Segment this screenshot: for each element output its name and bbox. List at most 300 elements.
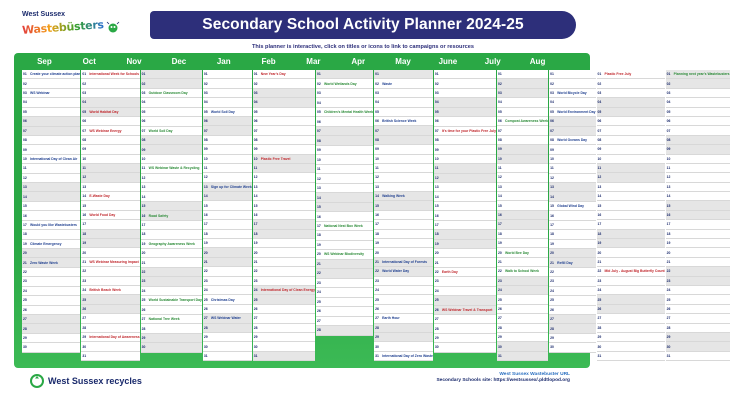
day-number: 12 bbox=[141, 175, 146, 180]
day-row bbox=[253, 173, 315, 182]
event-link[interactable]: International Day of Awareness bbox=[89, 335, 140, 340]
day-number: 30 bbox=[82, 344, 87, 349]
month-header: Mar bbox=[306, 57, 321, 66]
day-row bbox=[597, 126, 665, 135]
day-row bbox=[253, 201, 315, 210]
day-number: 28 bbox=[666, 325, 671, 330]
day-number: 27 bbox=[253, 316, 258, 321]
day-number: 25 bbox=[203, 297, 208, 302]
day-number: 25 bbox=[597, 297, 602, 302]
month-column bbox=[434, 70, 496, 361]
day-number: 24 bbox=[666, 288, 671, 293]
event-link[interactable]: Walking Week bbox=[382, 194, 405, 199]
day-row bbox=[316, 146, 373, 155]
day-number: 16 bbox=[375, 213, 379, 218]
day-row bbox=[316, 317, 373, 326]
day-number: 20 bbox=[375, 250, 379, 255]
day-row bbox=[434, 127, 496, 136]
day-row bbox=[374, 342, 433, 351]
day-row bbox=[666, 126, 730, 135]
day-row bbox=[497, 70, 548, 79]
day-row bbox=[549, 221, 595, 230]
day-number: 21 bbox=[82, 260, 87, 264]
event-link[interactable]: It's time for your Plastic Free July bbox=[441, 128, 497, 133]
day-number: 01 bbox=[23, 72, 27, 77]
day-number: 27 bbox=[597, 316, 602, 321]
day-number: 18 bbox=[498, 231, 502, 236]
day-number: 05 bbox=[498, 109, 502, 114]
month-column bbox=[141, 70, 202, 361]
day-number: 27 bbox=[141, 317, 146, 322]
day-row bbox=[549, 89, 595, 98]
day-row bbox=[22, 268, 80, 277]
day-row bbox=[141, 79, 202, 88]
event-link[interactable]: WS Webinar Waste & Recycling bbox=[148, 166, 200, 171]
event-link[interactable]: WS Webinar bbox=[30, 91, 50, 96]
day-number: 16 bbox=[498, 213, 502, 218]
day-row bbox=[666, 201, 730, 210]
day-row bbox=[253, 145, 315, 154]
day-number: 19 bbox=[23, 241, 27, 246]
event-link[interactable]: National Tree Week bbox=[148, 317, 180, 322]
event-link[interactable]: WS Webinar Travel & Transport bbox=[441, 307, 493, 312]
day-row bbox=[316, 89, 373, 98]
day-row bbox=[81, 183, 139, 192]
day-row bbox=[203, 192, 252, 201]
event-link[interactable]: World Bee Day bbox=[505, 250, 529, 255]
day-row bbox=[666, 89, 730, 98]
day-number: 17 bbox=[375, 222, 379, 227]
day-row bbox=[549, 258, 595, 267]
day-row bbox=[81, 333, 139, 342]
day-number: 15 bbox=[666, 203, 671, 208]
day-number: 26 bbox=[498, 306, 502, 311]
event-link[interactable]: International Day of Clean Air bbox=[30, 157, 78, 161]
event-link[interactable]: Road Safety bbox=[148, 213, 169, 218]
day-row bbox=[549, 306, 595, 315]
event-link[interactable]: World Soil Day bbox=[210, 109, 235, 114]
event-link[interactable]: Walk to School Week bbox=[505, 269, 539, 274]
event-link[interactable]: Christmas Day bbox=[210, 297, 235, 302]
event-link[interactable]: Earth Hour bbox=[382, 316, 400, 321]
event-link[interactable]: Refill Day bbox=[557, 260, 573, 265]
day-number: 16 bbox=[550, 213, 554, 218]
day-number: 03 bbox=[498, 90, 502, 95]
day-number: 04 bbox=[82, 100, 87, 105]
event-link[interactable]: WS Webinar Energy bbox=[89, 128, 122, 133]
day-number: 09 bbox=[550, 147, 554, 152]
day-number: 21 bbox=[23, 260, 27, 265]
event-link[interactable]: World Bicycle Day bbox=[557, 91, 587, 96]
day-row bbox=[374, 211, 433, 220]
month-column bbox=[666, 70, 730, 361]
day-row bbox=[203, 352, 252, 361]
day-row bbox=[203, 277, 252, 286]
day-number: 12 bbox=[666, 175, 671, 180]
event-link[interactable]: Waste bbox=[382, 81, 393, 86]
day-number: 03 bbox=[375, 90, 379, 95]
day-number: 05 bbox=[434, 109, 439, 114]
day-number: 08 bbox=[666, 137, 671, 142]
day-number: 08 bbox=[23, 138, 27, 143]
day-row bbox=[597, 324, 665, 333]
day-number: 22 bbox=[316, 271, 321, 276]
day-row bbox=[597, 145, 665, 154]
day-row bbox=[316, 269, 373, 278]
day-row bbox=[141, 89, 202, 98]
day-row bbox=[81, 277, 139, 286]
day-number: 13 bbox=[253, 184, 258, 189]
day-row bbox=[253, 305, 315, 314]
event-link[interactable]: International Day of Zero Waste bbox=[382, 353, 433, 358]
day-row bbox=[597, 192, 665, 201]
month-header-row bbox=[22, 55, 560, 69]
day-number: 05 bbox=[375, 109, 379, 114]
day-row bbox=[497, 286, 548, 295]
day-number: 30 bbox=[203, 344, 208, 349]
day-row bbox=[141, 136, 202, 145]
day-row bbox=[374, 230, 433, 239]
day-number: 16 bbox=[82, 213, 87, 218]
day-number: 04 bbox=[434, 100, 439, 105]
day-number: 26 bbox=[434, 307, 439, 312]
day-number: 29 bbox=[550, 336, 554, 341]
day-number: 03 bbox=[203, 90, 208, 95]
day-row bbox=[434, 89, 496, 98]
day-number: 28 bbox=[550, 326, 554, 331]
day-row bbox=[203, 248, 252, 257]
day-number: 13 bbox=[550, 185, 554, 190]
day-number: 22 bbox=[253, 269, 258, 274]
day-row bbox=[81, 258, 139, 267]
day-number: 18 bbox=[141, 232, 146, 237]
day-row bbox=[666, 108, 730, 117]
event-link[interactable]: WS Webinar Biodiversity bbox=[323, 252, 365, 257]
day-row bbox=[253, 314, 315, 323]
event-link[interactable]: Create your climate action plan bbox=[30, 72, 81, 77]
event-link[interactable]: British Beach Week bbox=[89, 288, 121, 293]
day-row bbox=[203, 258, 252, 267]
day-number: 18 bbox=[375, 231, 379, 236]
day-row bbox=[141, 240, 202, 249]
day-row bbox=[141, 164, 202, 173]
day-row bbox=[141, 145, 202, 154]
day-number: 03 bbox=[23, 91, 27, 96]
day-number: 15 bbox=[141, 204, 146, 209]
event-link[interactable]: WS Webinar Measuring Impact bbox=[89, 260, 139, 264]
event-link[interactable]: Compost Awareness Week bbox=[505, 119, 549, 124]
day-number: 05 bbox=[316, 110, 321, 115]
day-number: 26 bbox=[82, 306, 87, 311]
event-link[interactable]: Geography Awareness Week bbox=[148, 241, 195, 246]
day-row bbox=[434, 287, 496, 296]
day-row bbox=[203, 98, 252, 107]
event-link[interactable]: Zero Waste Week bbox=[30, 260, 58, 265]
footer-brand-block[interactable] bbox=[30, 374, 142, 388]
day-row bbox=[434, 324, 496, 333]
event-link[interactable]: World Environment Day bbox=[557, 109, 596, 114]
day-number: 17 bbox=[597, 222, 602, 227]
day-row bbox=[666, 295, 730, 304]
day-row bbox=[549, 108, 595, 117]
day-row bbox=[81, 136, 139, 145]
day-row bbox=[549, 117, 595, 126]
day-number: 04 bbox=[203, 100, 208, 105]
day-row bbox=[316, 203, 373, 212]
day-number: 03 bbox=[434, 91, 439, 96]
day-number: 10 bbox=[141, 157, 146, 161]
day-row bbox=[141, 277, 202, 286]
day-number: 03 bbox=[666, 90, 671, 95]
day-number: 17 bbox=[666, 222, 671, 227]
wastebuster-url-link[interactable]: West Sussex Wastebuster URL bbox=[499, 372, 570, 377]
day-number: 09 bbox=[82, 147, 87, 152]
event-link[interactable]: World Sustainable Transport Day bbox=[148, 298, 202, 303]
day-row bbox=[666, 192, 730, 201]
day-number: 12 bbox=[550, 175, 554, 180]
day-number: 05 bbox=[253, 109, 258, 114]
day-row bbox=[666, 324, 730, 333]
day-row bbox=[374, 70, 433, 79]
day-number: 30 bbox=[375, 344, 379, 349]
day-row bbox=[597, 352, 665, 361]
day-row bbox=[81, 79, 139, 88]
event-link[interactable]: National Nest Box Week bbox=[323, 223, 363, 228]
day-number: 10 bbox=[316, 157, 321, 162]
day-number: 17 bbox=[550, 222, 554, 227]
day-row bbox=[141, 287, 202, 296]
day-row bbox=[253, 352, 315, 361]
day-row bbox=[597, 333, 665, 342]
day-row bbox=[497, 126, 548, 135]
day-number: 15 bbox=[434, 204, 439, 209]
day-row bbox=[597, 89, 665, 98]
event-link[interactable]: Outdoor Classroom Day bbox=[148, 91, 188, 96]
event-link[interactable]: Children's Mental Health Week bbox=[323, 110, 374, 115]
day-number: 05 bbox=[141, 109, 146, 114]
day-number: 04 bbox=[666, 100, 671, 105]
day-number: 18 bbox=[23, 232, 27, 237]
day-number: 27 bbox=[316, 318, 321, 323]
day-row bbox=[549, 249, 595, 258]
brand-block[interactable] bbox=[21, 11, 120, 37]
day-number: 07 bbox=[597, 128, 602, 133]
day-number: 13 bbox=[597, 184, 602, 189]
day-number: 22 bbox=[203, 269, 208, 274]
day-row bbox=[22, 334, 80, 343]
day-row bbox=[141, 249, 202, 258]
event-link[interactable]: World Oceans Day bbox=[557, 138, 588, 143]
day-number: 27 bbox=[434, 317, 439, 322]
day-number: 23 bbox=[203, 278, 208, 283]
day-number: 28 bbox=[375, 325, 379, 330]
day-row bbox=[253, 164, 315, 173]
day-row bbox=[497, 108, 548, 117]
day-row bbox=[497, 258, 548, 267]
day-row bbox=[497, 352, 548, 361]
day-row bbox=[141, 221, 202, 230]
day-row bbox=[22, 164, 80, 173]
day-number: 09 bbox=[253, 147, 258, 152]
day-row bbox=[22, 155, 80, 164]
day-number: 06 bbox=[666, 119, 671, 124]
day-number: 31 bbox=[666, 353, 671, 358]
schools-site-link[interactable]: Secondary Schools site: https://westsussex/.pldtlopod.org bbox=[436, 378, 570, 383]
day-number: 09 bbox=[666, 147, 671, 152]
day-row bbox=[22, 287, 80, 296]
event-link[interactable]: World Food Day bbox=[89, 213, 116, 218]
day-row bbox=[81, 89, 139, 98]
month-column bbox=[549, 70, 595, 361]
month-column bbox=[597, 70, 665, 361]
event-link[interactable]: Plastic Free Travel bbox=[260, 156, 291, 161]
day-number: 10 bbox=[434, 157, 439, 161]
day-row bbox=[497, 192, 548, 201]
event-link[interactable]: E-Waste Day bbox=[89, 194, 110, 199]
day-row bbox=[597, 305, 665, 314]
day-row bbox=[666, 258, 730, 267]
day-number: 21 bbox=[203, 260, 208, 264]
logo-wordmark: Wastebüsters bbox=[21, 18, 105, 37]
day-row bbox=[497, 230, 548, 239]
day-row bbox=[374, 277, 433, 286]
day-row bbox=[549, 211, 595, 220]
day-row bbox=[374, 89, 433, 98]
day-number: 21 bbox=[375, 260, 379, 264]
event-link[interactable]: International Day of Clean Energy bbox=[260, 288, 315, 293]
day-row bbox=[316, 174, 373, 183]
event-link[interactable]: World Soil Day bbox=[148, 128, 173, 133]
day-row bbox=[497, 220, 548, 229]
day-row bbox=[549, 155, 595, 164]
wastebusters-logo[interactable] bbox=[21, 18, 120, 37]
day-number: 03 bbox=[141, 91, 146, 96]
day-row bbox=[434, 192, 496, 201]
event-link[interactable]: Mid July - August Big Butterfly Count bbox=[604, 269, 665, 274]
day-row bbox=[253, 267, 315, 276]
day-number: 01 bbox=[498, 72, 502, 77]
event-link[interactable]: Plastic Free July bbox=[604, 72, 632, 77]
day-number: 11 bbox=[141, 166, 146, 171]
day-number: 13 bbox=[498, 184, 502, 189]
event-link[interactable]: British Science Week bbox=[382, 119, 417, 124]
day-row bbox=[81, 248, 139, 257]
day-number: 10 bbox=[666, 156, 671, 161]
event-link[interactable]: International Week for Schools bbox=[89, 72, 139, 77]
day-row bbox=[316, 279, 373, 288]
day-row bbox=[22, 117, 80, 126]
day-number: 05 bbox=[82, 109, 87, 114]
event-link[interactable]: Would you like Wastebusters bbox=[30, 222, 77, 227]
day-row bbox=[497, 164, 548, 173]
day-number: 31 bbox=[253, 353, 258, 358]
day-number: 15 bbox=[550, 204, 554, 209]
day-number: 14 bbox=[316, 195, 321, 200]
day-row bbox=[81, 98, 139, 107]
event-link[interactable]: Global Wind Day bbox=[557, 204, 585, 209]
day-number: 07 bbox=[82, 128, 87, 133]
day-row bbox=[203, 89, 252, 98]
day-row bbox=[374, 324, 433, 333]
day-number: 23 bbox=[666, 278, 671, 283]
day-number: 08 bbox=[434, 138, 439, 143]
day-number: 11 bbox=[253, 166, 258, 171]
day-number: 18 bbox=[253, 231, 258, 236]
day-number: 13 bbox=[316, 186, 321, 191]
bug-mascot-icon bbox=[106, 22, 120, 34]
day-number: 01 bbox=[82, 72, 87, 77]
day-number: 06 bbox=[375, 119, 379, 124]
day-row bbox=[666, 183, 730, 192]
day-row bbox=[316, 136, 373, 145]
event-link[interactable]: World Habitat Day bbox=[89, 109, 119, 114]
day-row bbox=[253, 248, 315, 257]
day-row bbox=[434, 240, 496, 249]
day-number: 03 bbox=[82, 90, 87, 95]
day-row bbox=[253, 98, 315, 107]
day-row bbox=[316, 70, 373, 79]
day-number: 01 bbox=[203, 72, 208, 77]
day-number: 19 bbox=[203, 241, 208, 246]
day-row bbox=[81, 126, 139, 135]
event-link[interactable]: Sign up for Climate Week bbox=[210, 184, 252, 189]
event-link[interactable]: World Water Day bbox=[382, 269, 410, 274]
day-row bbox=[666, 239, 730, 248]
day-row bbox=[666, 248, 730, 257]
day-number: 23 bbox=[498, 278, 502, 283]
day-row bbox=[597, 155, 665, 164]
day-row bbox=[22, 277, 80, 286]
day-row bbox=[253, 211, 315, 220]
day-number: 12 bbox=[498, 175, 502, 180]
day-number: 10 bbox=[253, 156, 258, 161]
day-row bbox=[253, 117, 315, 126]
day-number: 11 bbox=[666, 166, 671, 171]
day-row bbox=[597, 136, 665, 145]
day-row bbox=[597, 267, 665, 276]
day-number: 14 bbox=[597, 194, 602, 199]
day-row bbox=[203, 305, 252, 314]
day-number: 11 bbox=[316, 167, 321, 172]
day-row bbox=[434, 79, 496, 88]
event-link[interactable]: International Day of Forests bbox=[382, 260, 427, 264]
day-row bbox=[203, 230, 252, 239]
day-row bbox=[434, 98, 496, 107]
day-number: 19 bbox=[316, 242, 321, 247]
day-row bbox=[374, 220, 433, 229]
day-row bbox=[141, 258, 202, 267]
event-link[interactable]: World Wetlands Day bbox=[323, 81, 357, 86]
event-link[interactable]: Earth Day bbox=[441, 270, 458, 275]
event-link[interactable]: WS Webinar Water bbox=[210, 316, 241, 321]
day-row bbox=[497, 79, 548, 88]
day-number: 10 bbox=[23, 157, 27, 161]
event-link[interactable]: New Year's Day bbox=[260, 72, 286, 77]
day-row bbox=[203, 70, 252, 79]
day-row bbox=[597, 117, 665, 126]
day-number: 29 bbox=[666, 335, 671, 340]
event-link[interactable]: Planning next year's Wastebusters bbox=[673, 72, 730, 77]
event-link[interactable]: Climate Emergency bbox=[30, 241, 62, 246]
day-number: 19 bbox=[82, 241, 87, 246]
day-row bbox=[141, 70, 202, 79]
day-number: 19 bbox=[550, 241, 554, 246]
day-row bbox=[434, 164, 496, 173]
day-number: 24 bbox=[316, 290, 321, 295]
day-row bbox=[141, 296, 202, 305]
day-number: 15 bbox=[82, 203, 87, 208]
day-number: 19 bbox=[498, 241, 502, 246]
